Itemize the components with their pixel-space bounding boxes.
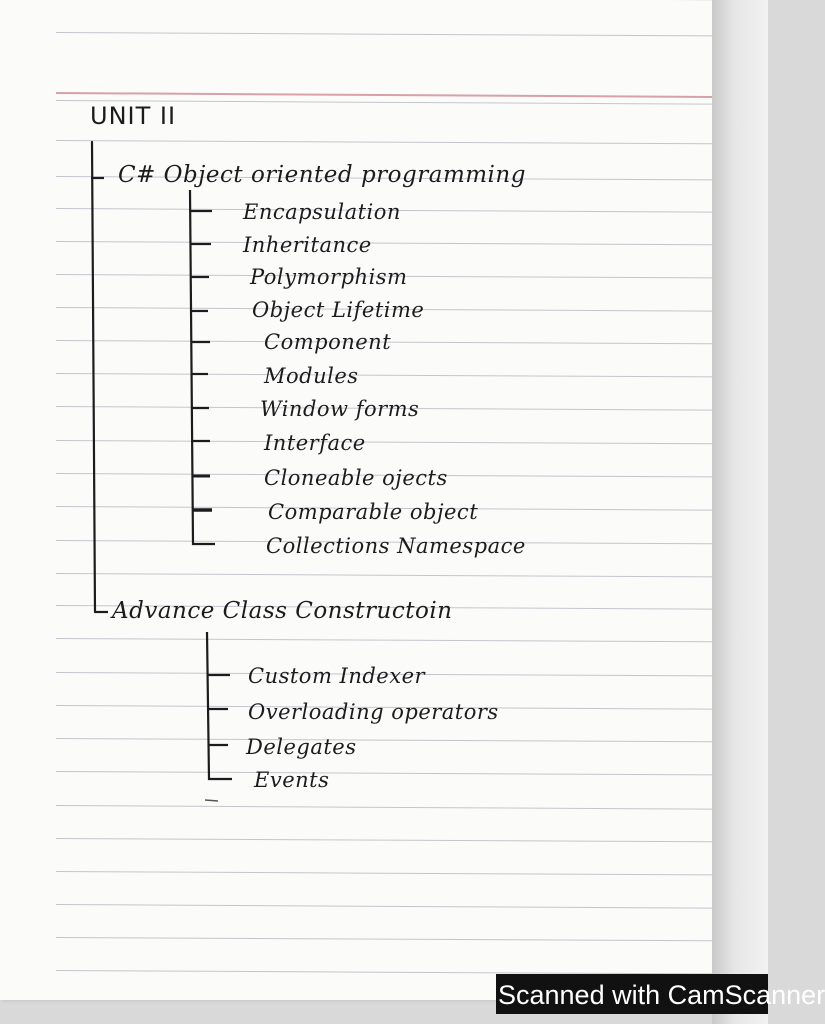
list-item: Collections Namespace bbox=[266, 534, 526, 558]
list-item: Polymorphism bbox=[250, 265, 408, 289]
list-item: Comparable object bbox=[268, 500, 479, 524]
list-item: Events bbox=[254, 768, 330, 792]
sub-trunk-section-2 bbox=[207, 632, 232, 779]
main-trunk-line bbox=[92, 142, 95, 612]
list-item: Modules bbox=[264, 364, 359, 388]
section-2-ticks bbox=[208, 675, 230, 745]
scanner-watermark bbox=[496, 974, 825, 1014]
list-item: Encapsulation bbox=[243, 200, 401, 224]
list-item: Inheritance bbox=[243, 233, 372, 257]
section-heading-oop: C# Object oriented programming bbox=[118, 162, 526, 188]
stray-mark bbox=[205, 800, 218, 801]
list-item: Interface bbox=[264, 431, 366, 455]
section-heading-advance-class: Advance Class Constructoin bbox=[112, 598, 453, 624]
unit-title: UNIT II bbox=[90, 102, 177, 130]
section-1-ticks bbox=[191, 211, 212, 510]
list-item: Component bbox=[264, 330, 392, 354]
list-item: Window forms bbox=[260, 397, 420, 421]
page-edge-shadow bbox=[712, 0, 768, 1024]
list-item: Cloneable ojects bbox=[264, 466, 448, 490]
list-item: Custom Indexer bbox=[248, 664, 426, 688]
list-item: Object Lifetime bbox=[252, 298, 425, 322]
list-item: Overloading operators bbox=[248, 700, 499, 724]
list-item: Delegates bbox=[246, 735, 357, 759]
watermark-text: Scanned with CamScanner bbox=[498, 980, 825, 1010]
